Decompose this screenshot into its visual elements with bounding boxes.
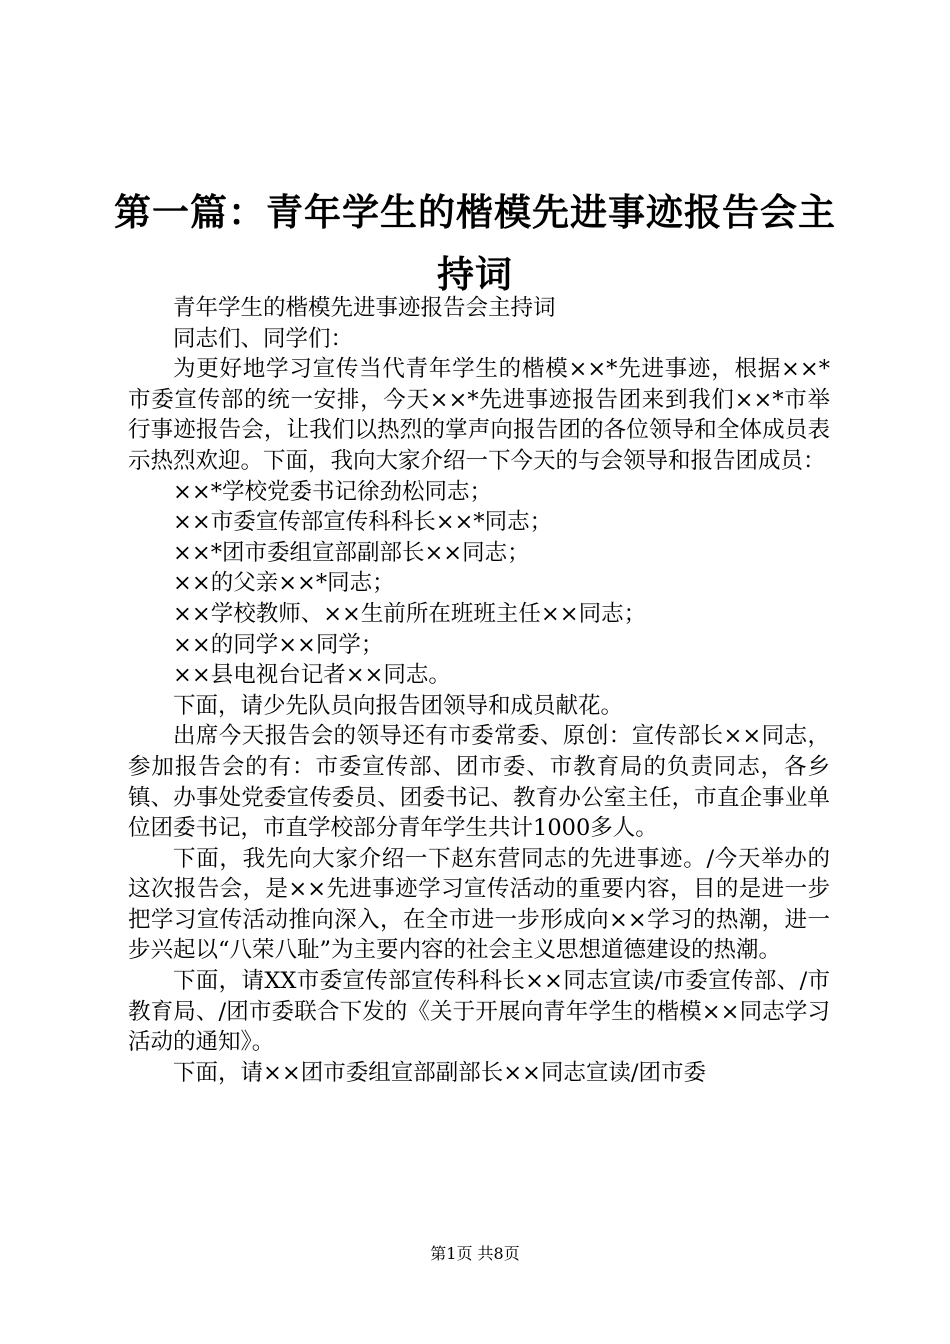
member-list-item: ××*团市委组宣部副部长××同志；	[173, 539, 530, 566]
member-list-item: ××的同学××同学；	[173, 631, 384, 658]
flower-paragraph: 下面，请少先队员向报告团领导和成员献花。	[173, 692, 624, 719]
document-body	[128, 293, 830, 1088]
notice-paragraph: 下面，请XX市委宣传部宣传科科长××同志宣读/市委宣传部、/市教育局、/团市委联合下发的《关于开展向青年学生的楷模××同志学习活动的通知》。	[128, 968, 830, 1056]
salutation-paragraph: 同志们、同学们：	[173, 325, 354, 352]
closing-paragraph: 下面，请××团市委组宣部副部长××同志宣读/团市委	[173, 1059, 706, 1086]
member-list-item: ××县电视台记者××同志。	[173, 662, 451, 689]
member-list-item: ××市委宣传部宣传科科长××*同志；	[173, 509, 553, 536]
page-footer: 第1页 共8页	[430, 1244, 520, 1263]
purpose-paragraph: 下面，我先向大家介绍一下赵东营同志的先进事迹。/今天举办的这次报告会，是××先进事迹学习宣传活动的重要内容，目的是进一步把学习宣传活动推向深入，在全市进一步形成向××学习的热潮，进一步兴起以“八荣八耻”为主要内容的社会主义思想道德建设的热潮。	[128, 845, 830, 964]
intro-paragraph: 为更好地学习宣传当代青年学生的楷模××*先进事迹，根据××*市委宣传部的统一安排，今天××*先进事迹报告团来到我们××*市举行事迹报告会，让我们以热烈的掌声向报告团的各位领导和全体成员表示热烈欢迎。下面，我向大家介绍一下今天的与会领导和报告团成员：	[128, 356, 830, 474]
member-list-item: ××*学校党委书记徐劲松同志；	[173, 478, 492, 505]
attendees-paragraph: 出席今天报告会的领导还有市委常委、原创：宣传部长××同志，参加报告会的有：市委宣传部、团市委、市教育局的负责同志，各乡镇、办事处党委宣传委员、团委书记、教育办公室主任，市直企事业单位团委书记，市直学校部分青年学生共计1000多人。	[128, 723, 830, 842]
member-list-item: ××学校教师、××生前所在班班主任××同志；	[173, 600, 647, 627]
document-title: 第一篇：青年学生的楷模先进事迹报告会主持词	[114, 191, 836, 296]
member-list-item: ××的父亲××*同志；	[173, 570, 395, 597]
subtitle-paragraph: 青年学生的楷模先进事迹报告会主持词	[173, 295, 556, 321]
